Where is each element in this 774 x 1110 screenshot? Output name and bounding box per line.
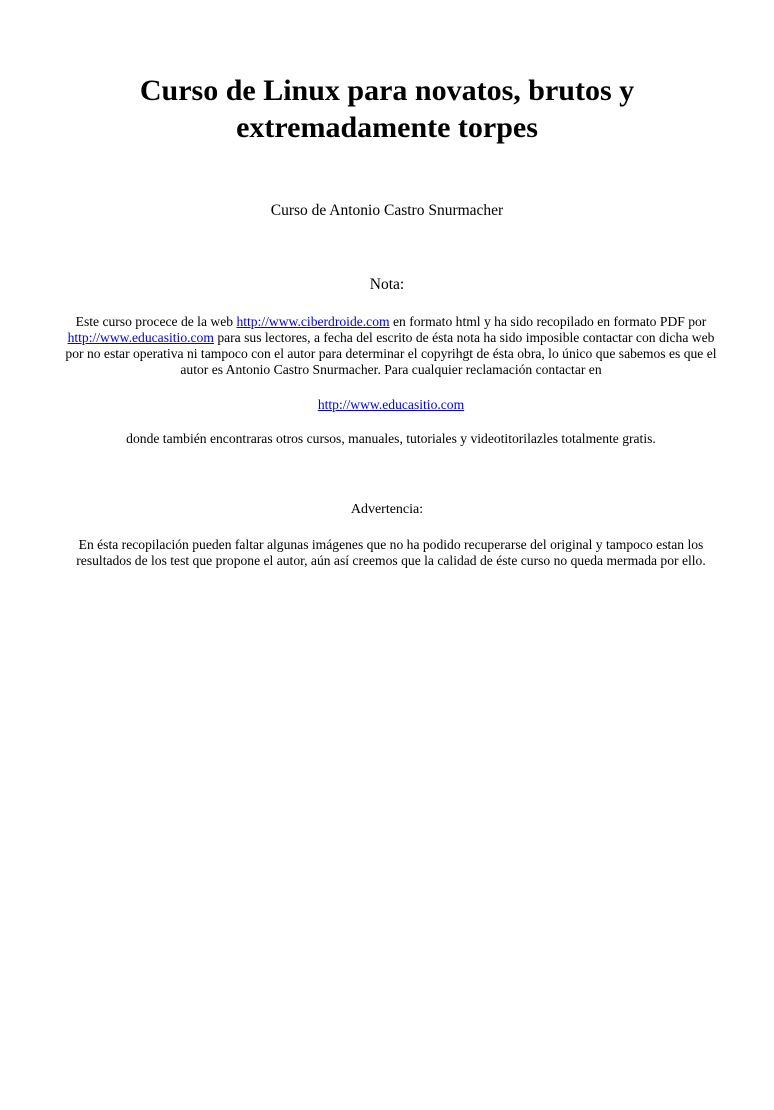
contact-link-line [64,397,718,413]
advertencia-paragraph: En ésta recopilación pueden faltar algunas imágenes que no ha podido recuperarse del original y tampoco estan los resultados de los test que propone el autor, aún así creemos que la calidad de éste curso no queda mermada por ello. [76,537,706,568]
educasitio-link[interactable]: http://www.educasitio.com [67,330,214,345]
nota-heading: Nota: [369,276,405,293]
ciberdroide-link[interactable]: http://www.ciberdroide.com [236,314,390,329]
nota-paragraph [64,314,718,378]
nota-text-1: Este curso procece de la web [75,314,237,329]
nota-tail-text: donde también encontraras otros cursos, manuales, tutoriales y videotitorilazles totalmente gratis. [126,431,656,446]
advertencia-heading: Advertencia: [350,502,424,517]
document-title: Curso de Linux para novatos, brutos y extremadamente torpes [139,74,635,144]
contact-link[interactable]: http://www.educasitio.com [317,397,465,412]
nota-text-2: en formato html y ha sido recopilado en formato PDF por [389,314,707,329]
nota-text-3: para sus lectores, a fecha del escrito de ésta nota ha sido imposible contactar con dicha web por no estar operativa ni tampoco con el autor para determinar el copyrihgt de ésta obra, lo único que sabemos es que el autor es Antonio Castro Snurmacher. Para cualquier reclamación contactar en [65,330,717,377]
author-line: Curso de Antonio Castro Snurmacher [270,202,504,219]
